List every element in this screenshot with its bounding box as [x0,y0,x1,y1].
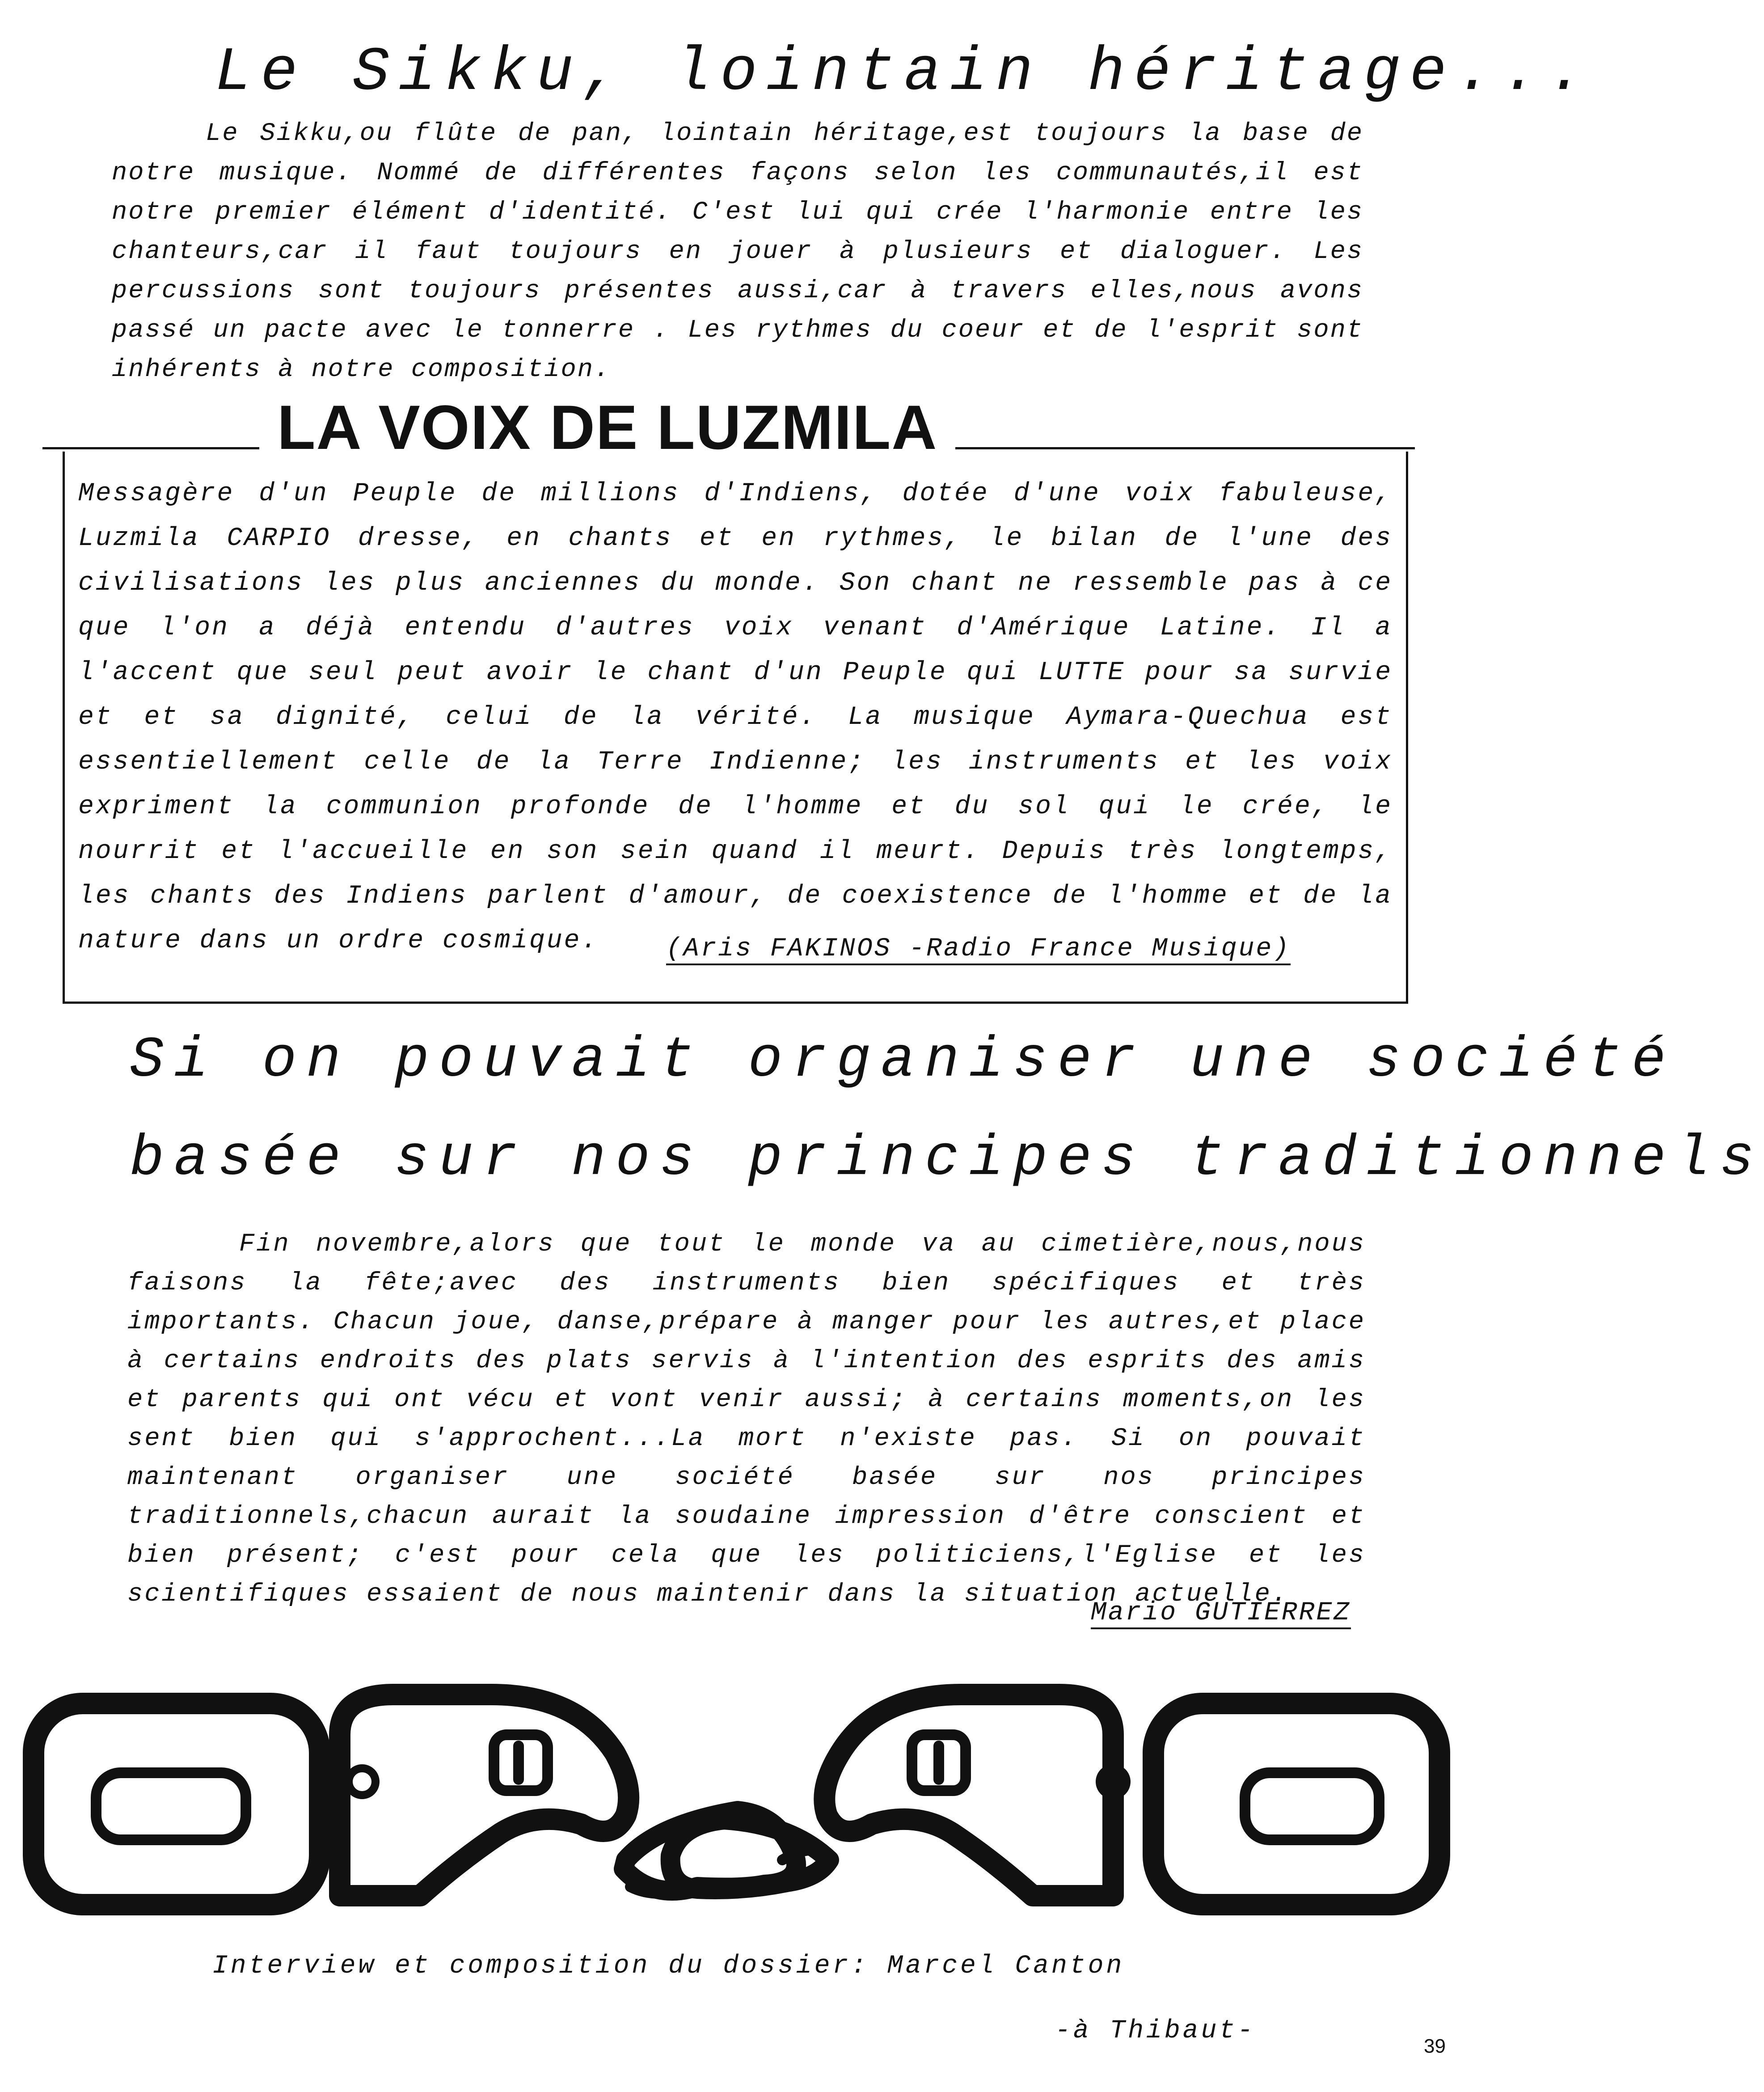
right-bird-head-icon [671,1695,1113,1896]
page-number: 39 [1424,2035,1446,2057]
luzmila-heading: LA VOIX DE LUZMILA [259,391,955,464]
left-glyph-block-icon [34,1703,320,1905]
dedication: -à Thibaut- [1055,2016,1256,2046]
sikku-title: Le Sikku, lointain héritage... [215,38,1594,108]
societe-paragraph: Fin novembre,alors que tout le monde va au cimetière,nous,nous faisons la fête;avec des instruments bien spécifiques et très importants. Chacun joue, danse,prépare à manger pour les autres,et place à certains endroits des plats servis à l'intention des esprits des amis et parents qui ont vécu et vont venir aussi; à certains moments,on les sent bien qui s'approchent...La mort n'existe pas. Si on pouvait maintenant organiser une société basée sur nos principes traditionnels,chacun aurait la soudaine impression d'être conscient et bien présent; c'est pour cela que les politiciens,l'Eglise et les scientifiques essaient de nous maintenir dans la situation actuelle. [127,1230,1366,1609]
luzmila-source-credit: (Aris FAKINOS -Radio France Musique) [666,934,1291,965]
societe-title-line-2: basée sur nos principes traditionnels [130,1127,1764,1192]
luzmila-paragraph: Messagère d'un Peuple de millions d'Indiens, dotée d'une voix fabuleuse, Luzmila CARPIO dresse, en chants et en rythmes, le bilan de l'une des civilisations les plus anciennes du monde. Son chant ne ressemble pas à ce que l'on a déjà entendu d'autres voix venant d'Amérique Latine. Il a l'accent que seul peut avoir le chant d'un Peuple qui LUTTE pour sa survie et et sa dignité, celui de la vérité. La musique Aymara-Quechua est essentiellement celle de la Terre Indienne; les instruments et les voix expriment la communion profonde de l'homme et du sol qui le crée, le nourrit et l'accueille en son sein quand il meurt. Depuis très longtemps, les chants des Indiens parlent d'amour, de coexistence de l'homme et de la nature dans un ordre cosmique. [78,479,1393,955]
sikku-paragraph: Le Sikku,ou flûte de pan, lointain héritage,est toujours la base de notre musique. Nommé de différentes façons selon les communautés,il est notre premier élément d'identité. C'est lui qui crée l'harmonie entre les chanteurs,car il faut toujours en jouer à plusieurs et dialoguer. Les percussions sont toujours présentes aussi,car à travers elles,nous avons passé un pacte avec le tonnerre . Les rythmes du coeur et de l'esprit sont inhérents à notre composition. [112,119,1363,384]
dossier-credit: Interview et composition du dossier: Marcel Canton [212,1952,1125,1981]
left-dot-icon [349,1768,376,1795]
andean-glyph-illustration [0,1681,1478,1931]
right-glyph-block-icon [1153,1703,1439,1905]
societe-author: Mario GUTIERREZ [1091,1598,1351,1629]
societe-title-line-1: Si on pouvait organiser une société [130,1028,1676,1093]
left-bird-head-icon [340,1695,796,1896]
